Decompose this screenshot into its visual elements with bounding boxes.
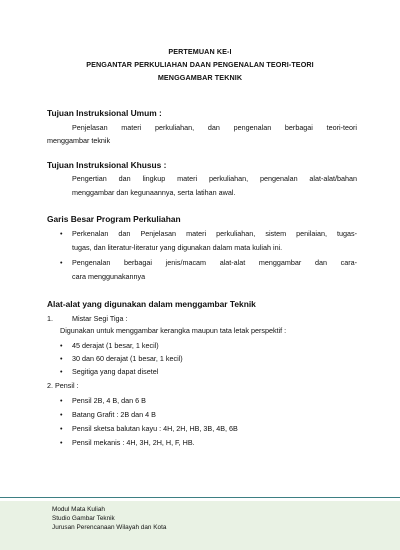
bullet-marker: • [60, 410, 63, 419]
set-square-item: 45 derajat (1 besar, 1 kecil) [72, 341, 159, 350]
footer-divider [0, 497, 400, 498]
bullet-marker: • [60, 354, 63, 363]
topic-subtitle: MENGGAMBAR TEKNIK [157, 73, 243, 82]
bullet-marker: • [60, 229, 63, 238]
footer-department: Jurusan Perencanaan Wilayah dan Kota [52, 524, 167, 531]
bullet-marker: • [60, 396, 63, 405]
tools-item-1-label: Mistar Segi Tiga : [72, 314, 128, 323]
set-square-item: 30 dan 60 derajat (1 besar, 1 kecil) [72, 354, 183, 363]
specific-objective-line-2: menggambar dan kegunaannya, serta latihan awal. [72, 188, 236, 197]
outline-item-1-line-1: Perkenalan dan Penjelasan materi perkuliahan, sistem penilaian, tugas- [72, 229, 357, 238]
bullet-marker: • [60, 341, 63, 350]
pencil-item: Pensil sketsa balutan kayu : 4H, 2H, HB, 3B, 4B, 6B [72, 424, 238, 433]
tools-heading: Alat-alat yang digunakan dalam menggambar Teknik [47, 299, 256, 309]
specific-objective-line-1: Pengertian dan lingkup materi perkuliahan, pengenalan alat-alat/bahan [72, 174, 357, 183]
course-outline-heading: Garis Besar Program Perkuliahan [47, 214, 181, 224]
bullet-marker: • [60, 367, 63, 376]
meeting-title: PERTEMUAN KE-I [168, 47, 232, 56]
set-square-item: Segitiga yang dapat disetel [72, 367, 159, 376]
pencil-item: Batang Grafit : 2B dan 4 B [72, 410, 156, 419]
pencil-item: Pensil mekanis : 4H, 3H, 2H, H, F, HB. [72, 438, 195, 447]
bullet-marker: • [60, 438, 63, 447]
general-objective-line-2: menggambar teknik [47, 136, 111, 145]
bullet-marker: • [60, 424, 63, 433]
topic-title: PENGANTAR PERKULIAHAN DAAN PENGENALAN TEORI-TEORI [86, 60, 314, 69]
footer [0, 501, 400, 550]
general-objective-line-1: Penjelasan materi perkuliahan, dan pengenalan berbagai teori-teori [72, 123, 357, 132]
outline-item-2-line-2: cara menggunakannya [72, 272, 146, 281]
specific-objective-heading: Tujuan Instruksional Khusus : [47, 160, 167, 170]
bullet-marker: • [60, 258, 63, 267]
footer-module-name: Modul Mata Kuliah [52, 506, 105, 513]
footer-course-name: Studio Gambar Teknik [52, 515, 115, 522]
tools-item-1-description: Digunakan untuk menggambar kerangka maupun tata letak perspektif : [60, 326, 287, 335]
pencil-item: Pensil 2B, 4 B, dan 6 B [72, 396, 146, 405]
outline-item-2-line-1: Pengenalan berbagai jenis/macam alat-alat menggambar dan cara- [72, 258, 357, 267]
tools-item-1-number: 1. [47, 314, 53, 323]
general-objective-heading: Tujuan Instruksional Umum : [47, 108, 162, 118]
outline-item-1-line-2: tugas, dan literatur-literatur yang digunakan dalam mata kuliah ini. [72, 243, 283, 252]
tools-item-2-label: 2. Pensil : [47, 381, 79, 390]
